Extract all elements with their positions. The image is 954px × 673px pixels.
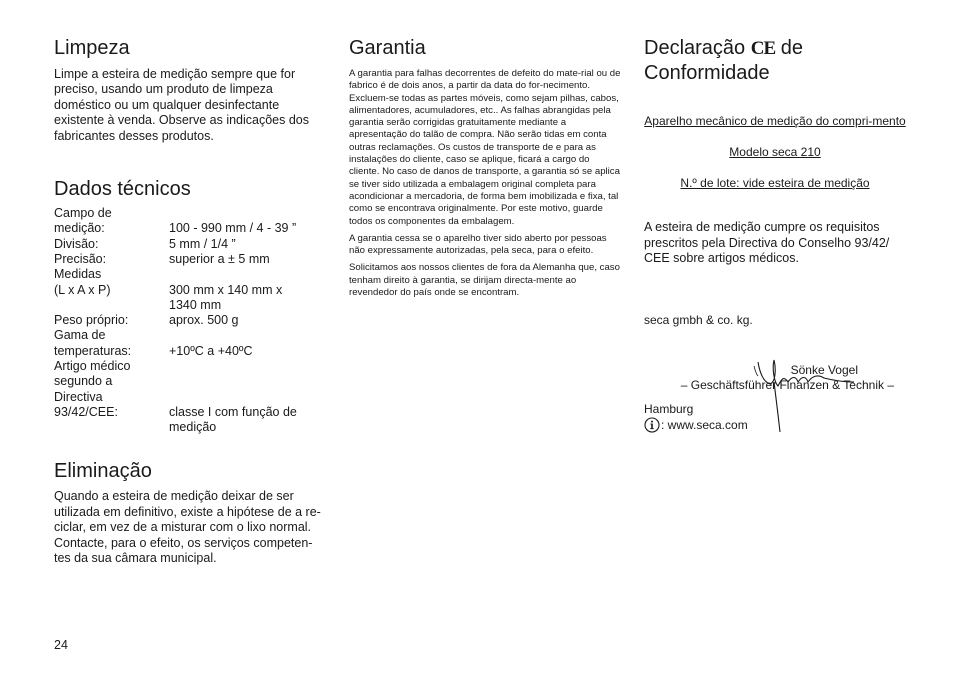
declaracao-title-pre: Declaração bbox=[644, 37, 746, 59]
tech-label: Campo de medição: bbox=[54, 206, 112, 236]
tech-table bbox=[54, 206, 326, 435]
tech-label: Divisão: bbox=[54, 236, 99, 251]
signer-name: Sönke Vogel bbox=[790, 362, 858, 377]
page-number: 24 bbox=[54, 638, 68, 652]
tech-value: classe I com função de medição bbox=[169, 404, 297, 435]
declaracao-title bbox=[644, 36, 906, 86]
website: : www.seca.com bbox=[661, 418, 748, 433]
garantia-paragraph-2: A garantia cessa se o aparelho tiver sido aberto por pessoas não expressamente autorizadas, pela seca, para o efeito. bbox=[349, 232, 607, 257]
declaracao-title-post: de bbox=[780, 37, 803, 59]
limpeza-text: Limpe a esteira de medição sempre que for preciso, usando um produto de limpeza doméstico ou um qualquer desinfectante existente à venda. Observe as indicações dos fabricantes desses produtos. bbox=[54, 67, 310, 143]
tech-label: Gama de temperaturas: bbox=[54, 328, 132, 358]
dados-title: Dados técnicos bbox=[54, 178, 191, 201]
garantia-paragraph-3: Solicitamos aos nossos clientes de fora da Alemanha que, caso tenham direito à garantia, se dirijam directa-mente ao revendedor do país onde se encontram. bbox=[349, 262, 620, 299]
signature bbox=[752, 352, 862, 436]
device-name: Aparelho mecânico de medição do compri-mento bbox=[644, 114, 906, 128]
tech-value: superior a ± 5 mm bbox=[169, 251, 270, 266]
garantia-title: Garantia bbox=[349, 37, 426, 59]
tech-label: Peso próprio: bbox=[54, 313, 129, 328]
city: Hamburg bbox=[644, 401, 694, 416]
tech-label: Precisão: bbox=[54, 251, 107, 266]
tech-value: 5 mm / 1/4 ” bbox=[169, 236, 236, 251]
garantia-paragraph-1: A garantia para falhas decorrentes de defeito do mate-rial ou de fabrico é de dois anos, a partir da data do for-necimento. Excluem-se todas as partes móveis, como sejam pilhas, cabos, alimentadores, acumuladores, etc.. As falhas abrangidas pela garantia serão corrigidas gratuitamente mediante a apresentação do talão de compra. Não serão tidas em conta outras reclamações. Os custos de transporte de e para as instalações do cliente, caso se aplique, ficará a cargo do cliente. No caso de danos de transporte, a garantia só se aplica se tiver sido utilizada a embalagem original completa para acondicionar a mercadoria, de forma bem imobilizada e fixa, tal como se encontrava originalmente. Por este motivo, guarde todos os componentes da embalagem. bbox=[349, 68, 621, 227]
tech-value: 300 mm x 140 mm x 1340 mm bbox=[169, 282, 283, 312]
tech-value: +10ºC a +40ºC bbox=[169, 343, 253, 358]
conformity-statement: A esteira de medição cumpre os requisitos prescritos pela Directiva do Conselho 93/42/ CEE sobre artigos médicos. bbox=[644, 220, 890, 266]
model-name: Modelo seca 210 bbox=[729, 145, 821, 160]
limpeza-title: Limpeza bbox=[54, 37, 130, 59]
tech-value: aprox. 500 g bbox=[169, 313, 239, 328]
ce-mark: CE bbox=[750, 38, 776, 59]
tech-value: 100 - 990 mm / 4 - 39 ” bbox=[169, 221, 297, 236]
company-name: seca gmbh & co. kg. bbox=[644, 313, 753, 328]
eliminacao-title: Eliminação bbox=[54, 460, 152, 483]
info-icon bbox=[644, 417, 660, 433]
lot-number: N.º de lote: vide esteira de medição bbox=[680, 175, 870, 190]
tech-label: Artigo médico segundo a Directiva 93/42/CEE: bbox=[54, 359, 131, 419]
column-left bbox=[54, 36, 326, 567]
signer-role: – Geschäftsführer Finanzen & Technik – bbox=[680, 378, 894, 393]
tech-label: Medidas (L x A x P) bbox=[54, 267, 111, 297]
eliminacao-text: Quando a esteira de medição deixar de ser utilizada em definitivo, existe a hipótese de a re-ciclar, em vez de a misturar com o lixo normal. Contacte, para o efeito, os serviços competen-tes da sua câmara municipal. bbox=[54, 489, 321, 566]
column-middle bbox=[349, 36, 621, 299]
declaracao-title-line2: Conformidade bbox=[644, 62, 770, 84]
